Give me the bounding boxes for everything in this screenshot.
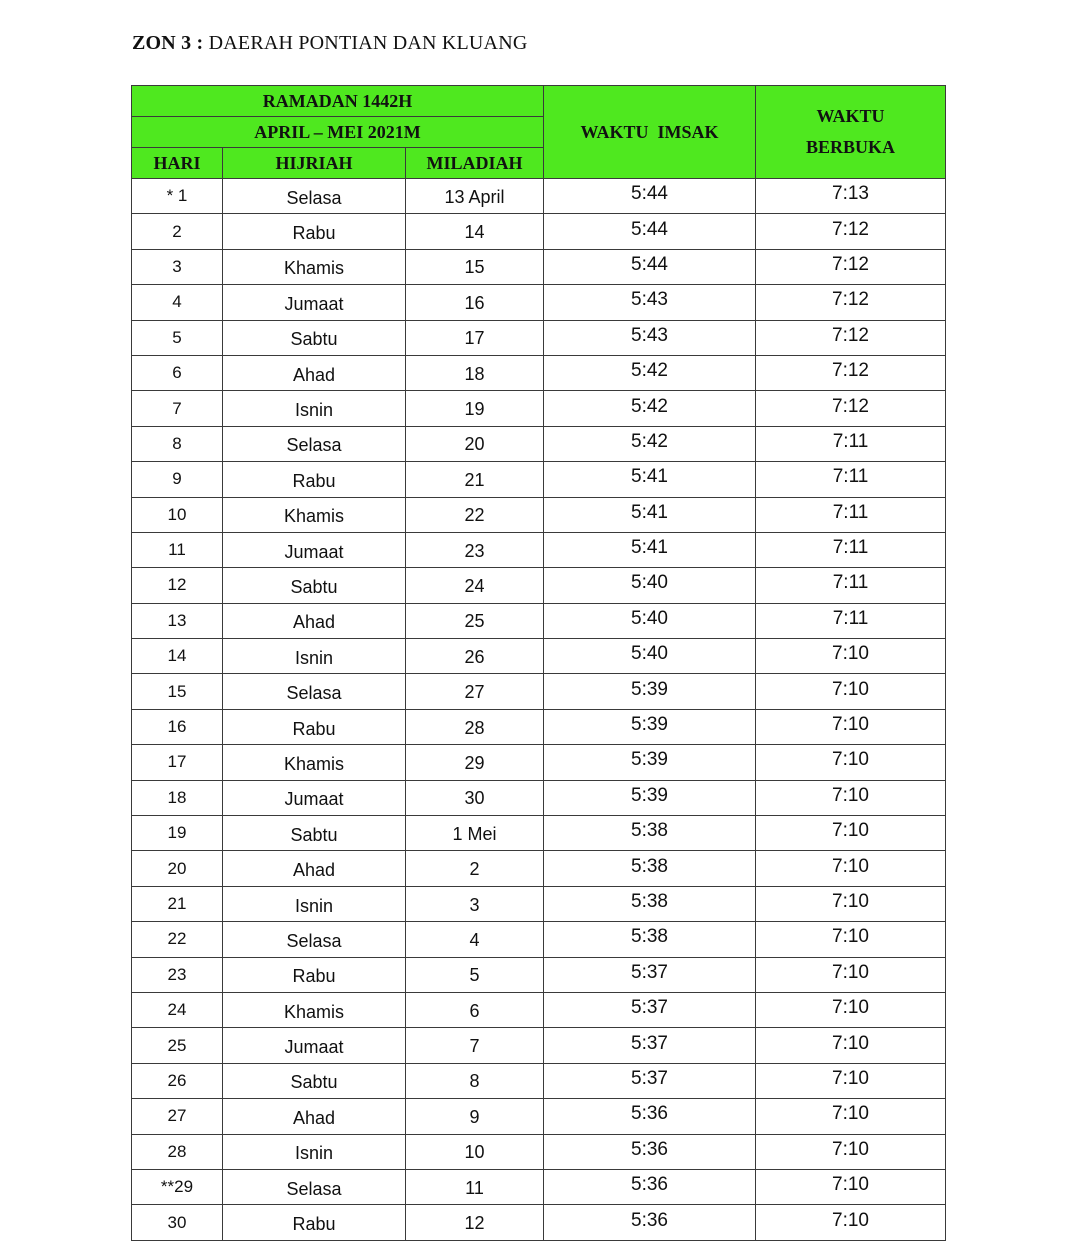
- miladiah-cell: 8: [406, 1063, 544, 1098]
- table-row: [132, 320, 946, 355]
- hari-cell: 14: [132, 639, 223, 674]
- hari-cell: 23: [132, 957, 223, 992]
- miladiah-cell: 6: [406, 992, 544, 1027]
- miladiah-cell: 9: [406, 1099, 544, 1134]
- imsak-cell: 5:38: [544, 851, 756, 886]
- berbuka-cell: 7:12: [756, 355, 946, 390]
- table-row: [132, 179, 946, 214]
- table-row: [132, 1205, 946, 1240]
- hijriah-cell: Selasa: [223, 674, 406, 709]
- miladiah-cell: 12: [406, 1205, 544, 1240]
- imsak-cell: 5:42: [544, 391, 756, 426]
- table-row: [132, 249, 946, 284]
- miladiah-cell: 5: [406, 957, 544, 992]
- berbuka-cell: 7:10: [756, 1169, 946, 1204]
- imsak-cell: 5:42: [544, 426, 756, 461]
- table-row: [132, 497, 946, 532]
- miladiah-cell: 10: [406, 1134, 544, 1169]
- hijriah-cell: Jumaat: [223, 285, 406, 320]
- miladiah-cell: 17: [406, 320, 544, 355]
- table-row: [132, 462, 946, 497]
- berbuka-cell: 7:12: [756, 214, 946, 249]
- imsak-cell: 5:44: [544, 179, 756, 214]
- hijriah-cell: Khamis: [223, 249, 406, 284]
- miladiah-cell: 20: [406, 426, 544, 461]
- imsak-cell: 5:37: [544, 957, 756, 992]
- table-row: [132, 603, 946, 638]
- table-row: [132, 568, 946, 603]
- berbuka-cell: 7:12: [756, 249, 946, 284]
- berbuka-cell: 7:12: [756, 285, 946, 320]
- imsak-cell: 5:44: [544, 214, 756, 249]
- berbuka-cell: 7:10: [756, 745, 946, 780]
- hari-cell: * 1: [132, 179, 223, 214]
- imsak-cell: 5:40: [544, 568, 756, 603]
- miladiah-cell: 24: [406, 568, 544, 603]
- hijriah-cell: Jumaat: [223, 780, 406, 815]
- imsak-cell: 5:39: [544, 745, 756, 780]
- berbuka-cell: 7:11: [756, 603, 946, 638]
- hari-cell: 24: [132, 992, 223, 1027]
- miladiah-cell: 30: [406, 780, 544, 815]
- hari-cell: 16: [132, 709, 223, 744]
- imsak-cell: 5:43: [544, 320, 756, 355]
- zone-label: ZON 3 :: [132, 32, 204, 54]
- berbuka-cell: 7:10: [756, 780, 946, 815]
- imsak-cell: 5:36: [544, 1134, 756, 1169]
- table-row: [132, 214, 946, 249]
- hijriah-cell: Khamis: [223, 497, 406, 532]
- imsak-cell: 5:41: [544, 462, 756, 497]
- berbuka-cell: 7:10: [756, 1134, 946, 1169]
- month-title-cell: RAMADAN 1442H: [132, 86, 544, 117]
- hari-cell: 15: [132, 674, 223, 709]
- berbuka-cell: 7:10: [756, 639, 946, 674]
- berbuka-cell: 7:10: [756, 1099, 946, 1134]
- hari-cell: 18: [132, 780, 223, 815]
- imsak-cell: 5:37: [544, 1063, 756, 1098]
- imsak-cell: 5:39: [544, 780, 756, 815]
- table-row: [132, 745, 946, 780]
- miladiah-cell: 23: [406, 532, 544, 567]
- berbuka-cell: 7:10: [756, 957, 946, 992]
- miladiah-cell: 28: [406, 709, 544, 744]
- miladiah-cell: 13 April: [406, 179, 544, 214]
- hijriah-cell: Sabtu: [223, 568, 406, 603]
- miladiah-header: MILADIAH: [406, 148, 544, 179]
- hijriah-cell: Ahad: [223, 603, 406, 638]
- table-header: [132, 86, 946, 179]
- table-row: [132, 285, 946, 320]
- hijriah-cell: Selasa: [223, 922, 406, 957]
- table-row: [132, 816, 946, 851]
- imsak-cell: 5:43: [544, 285, 756, 320]
- berbuka-cell: 7:10: [756, 816, 946, 851]
- district-label: DAERAH PONTIAN DAN KLUANG: [208, 32, 528, 54]
- hari-cell: 6: [132, 355, 223, 390]
- hijriah-cell: Selasa: [223, 1169, 406, 1204]
- date-range-cell: APRIL – MEI 2021M: [132, 117, 544, 148]
- miladiah-cell: 19: [406, 391, 544, 426]
- imsak-cell: 5:37: [544, 992, 756, 1027]
- hari-header: HARI: [132, 148, 223, 179]
- table-row: [132, 532, 946, 567]
- hijriah-cell: Ahad: [223, 851, 406, 886]
- miladiah-cell: 2: [406, 851, 544, 886]
- hari-cell: 5: [132, 320, 223, 355]
- hijriah-cell: Rabu: [223, 214, 406, 249]
- hari-cell: 25: [132, 1028, 223, 1063]
- hijriah-cell: Sabtu: [223, 320, 406, 355]
- table-row: [132, 922, 946, 957]
- hari-cell: 12: [132, 568, 223, 603]
- berbuka-cell: 7:11: [756, 426, 946, 461]
- berbuka-cell: 7:12: [756, 391, 946, 426]
- hari-cell: 21: [132, 886, 223, 921]
- imsak-cell: 5:40: [544, 639, 756, 674]
- miladiah-cell: 11: [406, 1169, 544, 1204]
- hijriah-cell: Isnin: [223, 391, 406, 426]
- hijriah-cell: Sabtu: [223, 1063, 406, 1098]
- berbuka-cell: 7:10: [756, 1028, 946, 1063]
- miladiah-cell: 27: [406, 674, 544, 709]
- imsak-cell: 5:41: [544, 497, 756, 532]
- table-body: [132, 179, 946, 1241]
- hari-cell: 9: [132, 462, 223, 497]
- hijriah-cell: Isnin: [223, 639, 406, 674]
- hijriah-cell: Sabtu: [223, 816, 406, 851]
- table-row: [132, 1099, 946, 1134]
- hari-cell: 22: [132, 922, 223, 957]
- hari-cell: 26: [132, 1063, 223, 1098]
- miladiah-cell: 26: [406, 639, 544, 674]
- miladiah-cell: 1 Mei: [406, 816, 544, 851]
- hari-cell: 11: [132, 532, 223, 567]
- hari-cell: 27: [132, 1099, 223, 1134]
- table-row: [132, 957, 946, 992]
- miladiah-cell: 4: [406, 922, 544, 957]
- berbuka-cell: 7:10: [756, 922, 946, 957]
- hijriah-cell: Khamis: [223, 992, 406, 1027]
- hijriah-cell: Rabu: [223, 1205, 406, 1240]
- imsak-header: WAKTU IMSAK: [544, 86, 756, 179]
- berbuka-header-line2: BERBUKA: [806, 137, 896, 157]
- hari-cell: 8: [132, 426, 223, 461]
- hari-cell: 10: [132, 497, 223, 532]
- hari-cell: 20: [132, 851, 223, 886]
- berbuka-cell: 7:11: [756, 532, 946, 567]
- berbuka-cell: 7:10: [756, 992, 946, 1027]
- hijriah-cell: Isnin: [223, 886, 406, 921]
- miladiah-cell: 15: [406, 249, 544, 284]
- table-row: [132, 355, 946, 390]
- hijriah-cell: Ahad: [223, 1099, 406, 1134]
- hijriah-cell: Rabu: [223, 709, 406, 744]
- miladiah-cell: 3: [406, 886, 544, 921]
- hijriah-cell: Jumaat: [223, 1028, 406, 1063]
- hijriah-cell: Rabu: [223, 462, 406, 497]
- table-row: [132, 391, 946, 426]
- miladiah-cell: 25: [406, 603, 544, 638]
- imsak-cell: 5:38: [544, 886, 756, 921]
- hijriah-cell: Ahad: [223, 355, 406, 390]
- hari-cell: 30: [132, 1205, 223, 1240]
- miladiah-cell: 7: [406, 1028, 544, 1063]
- hari-cell: 3: [132, 249, 223, 284]
- imsak-cell: 5:41: [544, 532, 756, 567]
- imsak-cell: 5:36: [544, 1169, 756, 1204]
- miladiah-cell: 29: [406, 745, 544, 780]
- table-row: [132, 1134, 946, 1169]
- hari-cell: 7: [132, 391, 223, 426]
- table-row: [132, 1028, 946, 1063]
- ramadan-schedule-table: [131, 85, 946, 1241]
- hari-cell: 28: [132, 1134, 223, 1169]
- berbuka-cell: 7:11: [756, 568, 946, 603]
- page-title: [132, 32, 527, 55]
- table-row: [132, 886, 946, 921]
- berbuka-cell: 7:10: [756, 709, 946, 744]
- table-row: [132, 709, 946, 744]
- miladiah-cell: 22: [406, 497, 544, 532]
- hari-cell: **29: [132, 1169, 223, 1204]
- hari-cell: 2: [132, 214, 223, 249]
- hijriah-cell: Rabu: [223, 957, 406, 992]
- imsak-cell: 5:39: [544, 674, 756, 709]
- table-row: [132, 1063, 946, 1098]
- imsak-cell: 5:44: [544, 249, 756, 284]
- imsak-cell: 5:36: [544, 1205, 756, 1240]
- berbuka-cell: 7:10: [756, 886, 946, 921]
- berbuka-cell: 7:10: [756, 1205, 946, 1240]
- table-row: [132, 674, 946, 709]
- table-row: [132, 1169, 946, 1204]
- hijriah-cell: Jumaat: [223, 532, 406, 567]
- berbuka-cell: 7:11: [756, 462, 946, 497]
- imsak-cell: 5:37: [544, 1028, 756, 1063]
- imsak-cell: 5:38: [544, 816, 756, 851]
- imsak-cell: 5:40: [544, 603, 756, 638]
- miladiah-cell: 16: [406, 285, 544, 320]
- miladiah-cell: 18: [406, 355, 544, 390]
- imsak-cell: 5:36: [544, 1099, 756, 1134]
- table-row: [132, 426, 946, 461]
- miladiah-cell: 21: [406, 462, 544, 497]
- table-row: [132, 780, 946, 815]
- berbuka-cell: 7:12: [756, 320, 946, 355]
- miladiah-cell: 14: [406, 214, 544, 249]
- berbuka-header-line1: WAKTU: [816, 106, 885, 126]
- hijriah-cell: Khamis: [223, 745, 406, 780]
- berbuka-cell: 7:10: [756, 674, 946, 709]
- berbuka-cell: 7:10: [756, 1063, 946, 1098]
- berbuka-cell: 7:13: [756, 179, 946, 214]
- imsak-cell: 5:38: [544, 922, 756, 957]
- table-row: [132, 639, 946, 674]
- hari-cell: 13: [132, 603, 223, 638]
- hijriah-cell: Selasa: [223, 179, 406, 214]
- hari-cell: 17: [132, 745, 223, 780]
- table-row: [132, 992, 946, 1027]
- berbuka-cell: 7:10: [756, 851, 946, 886]
- hari-cell: 19: [132, 816, 223, 851]
- hijriah-header: HIJRIAH: [223, 148, 406, 179]
- imsak-cell: 5:39: [544, 709, 756, 744]
- table-row: [132, 851, 946, 886]
- berbuka-cell: 7:11: [756, 497, 946, 532]
- hijriah-cell: Selasa: [223, 426, 406, 461]
- berbuka-header: [756, 86, 946, 179]
- hari-cell: 4: [132, 285, 223, 320]
- imsak-cell: 5:42: [544, 355, 756, 390]
- hijriah-cell: Isnin: [223, 1134, 406, 1169]
